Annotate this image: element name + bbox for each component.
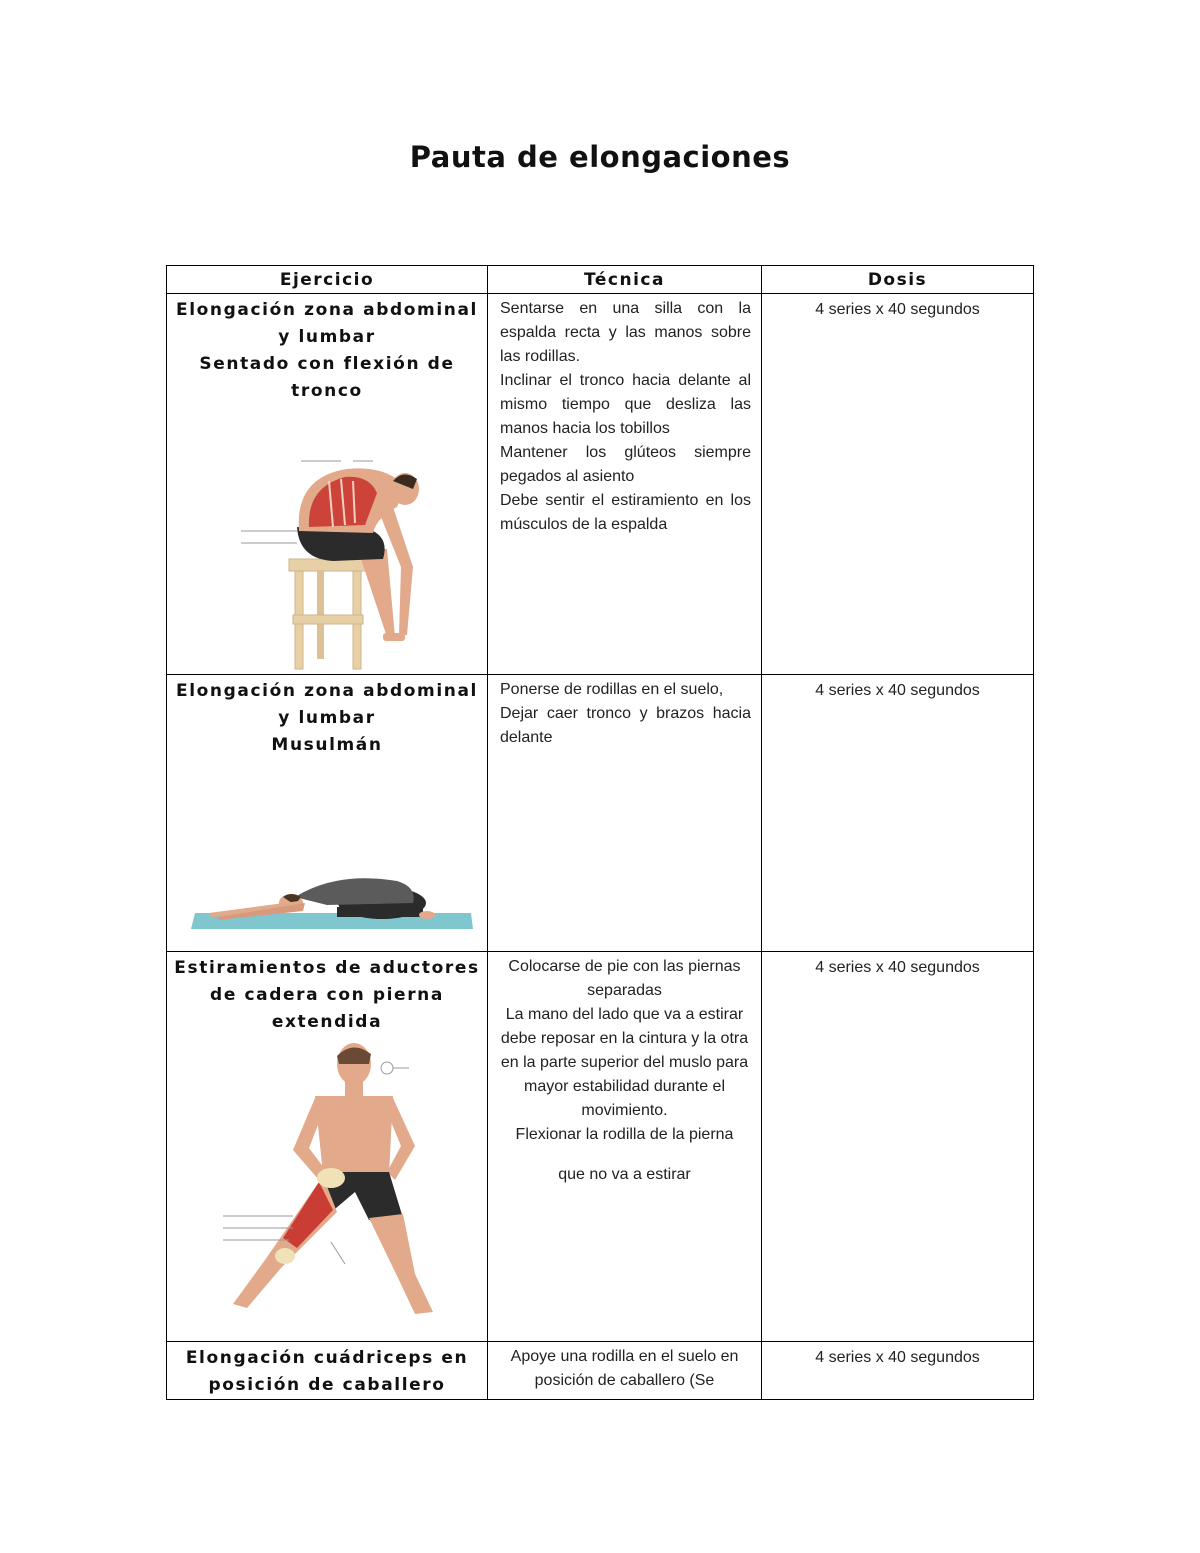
- technique-text: Colocarse de pie con las piernas separadas La mano del lado que va a estirar debe reposar en la cintura y la otra en la parte superior del muslo para mayor estabilidad durante el movimiento. Flexionar la rodilla de la pierna que no va a estirar: [500, 958, 749, 1183]
- header-ejercicio: Ejercicio: [167, 266, 488, 294]
- dose-text: 4 series x 40 segundos: [815, 682, 980, 699]
- exercise-cell: [167, 952, 488, 1342]
- adductor-stretch-figure: [219, 1042, 487, 1317]
- table-row: [167, 294, 1034, 675]
- table-row: [167, 1342, 1034, 1400]
- dose-cell: [762, 675, 1034, 952]
- table-row: [167, 952, 1034, 1342]
- technique-cell: [488, 675, 762, 952]
- dose-text: 4 series x 40 segundos: [815, 959, 980, 976]
- exercise-cell: [167, 294, 488, 675]
- page-title: Pauta de elongaciones: [409, 140, 791, 174]
- exercise-name: Elongación zona abdominal y lumbar Sentado con flexión de tronco: [176, 300, 478, 401]
- exercise-cell: [167, 675, 488, 952]
- dose-cell: [762, 1342, 1034, 1400]
- exercise-cell: [167, 1342, 488, 1400]
- exercise-name: Elongación zona abdominal y lumbar Musulmán: [176, 681, 478, 755]
- exercise-name: Elongación cuádriceps en posición de caballero: [185, 1348, 469, 1395]
- exercise-name: Estiramientos de aductores de cadera con pierna extendida: [174, 958, 480, 1032]
- dose-cell: [762, 952, 1034, 1342]
- seated-forward-bend-figure: [237, 447, 487, 672]
- technique-cell: [488, 952, 762, 1342]
- table-row: [167, 675, 1034, 952]
- dose-cell: [762, 294, 1034, 675]
- stretching-table: [166, 265, 1034, 1400]
- child-pose-figure: [187, 857, 487, 937]
- technique-text: Ponerse de rodillas en el suelo, Dejar caer tronco y brazos hacia delante: [500, 681, 751, 746]
- technique-text: Apoye una rodilla en el suelo en posición de caballero (Se: [510, 1348, 739, 1389]
- dose-text: 4 series x 40 segundos: [815, 1349, 980, 1366]
- dose-text: 4 series x 40 segundos: [815, 301, 980, 318]
- technique-cell: [488, 294, 762, 675]
- header-tecnica: Técnica: [488, 266, 762, 294]
- table-header-row: [167, 266, 1034, 294]
- technique-cell: [488, 1342, 762, 1400]
- header-dosis: Dosis: [762, 266, 1034, 294]
- technique-text: Sentarse en una silla con la espalda recta y las manos sobre las rodillas. Inclinar el tronco hacia delante al mismo tiempo que desliza las manos hacia los tobillos Mantener los glúteos siempre pegados al asiento Debe sentir el estiramiento en los músculos de la espalda: [500, 300, 751, 533]
